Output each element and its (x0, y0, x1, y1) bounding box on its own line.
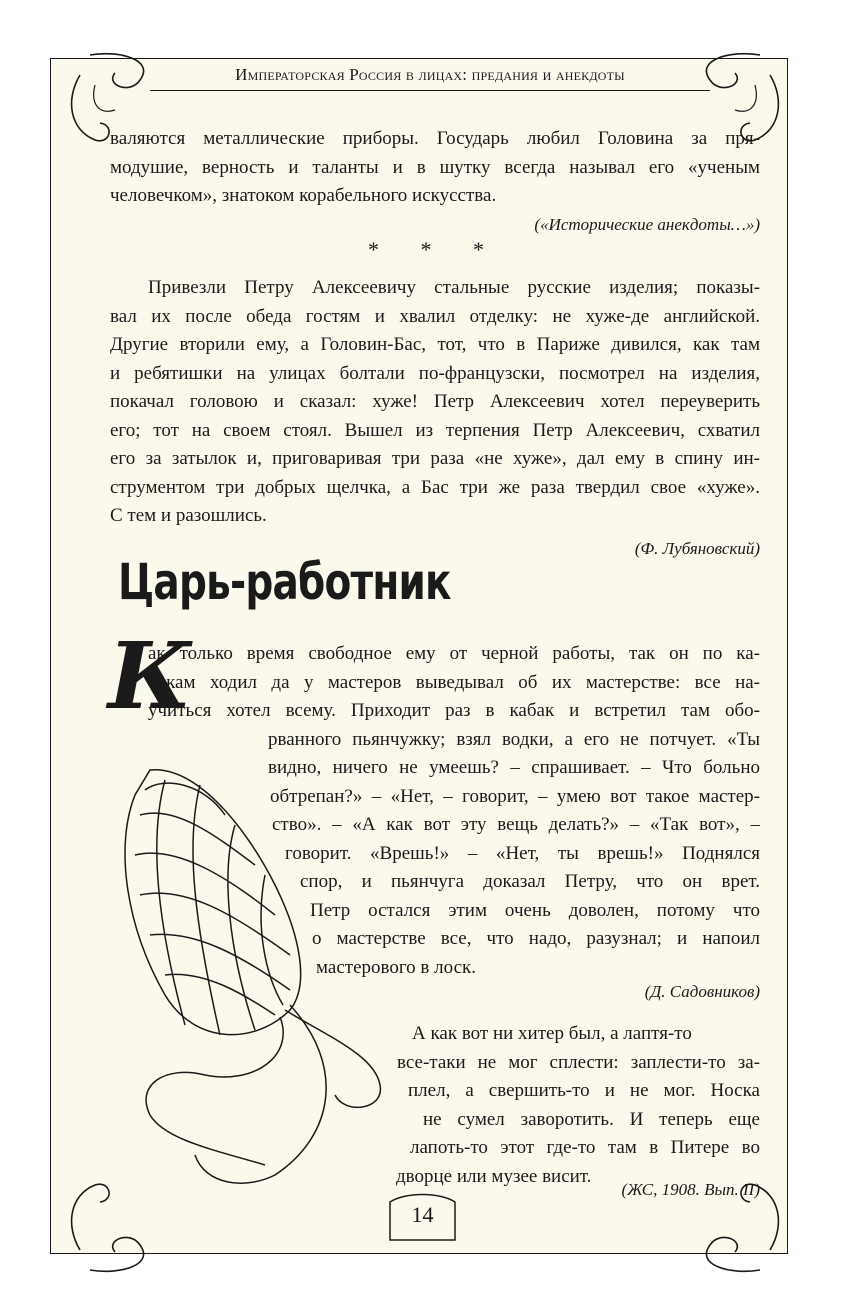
chapter-body-2 (410, 1020, 760, 1049)
text-line: С тем и разошлись. (110, 505, 267, 526)
text-line: покачал головою и сказал: хуже! Петр Алексеевич хотел переуверить (110, 391, 760, 412)
chapter-body-wrap (270, 783, 760, 812)
chapter-body-2 (397, 1049, 760, 1078)
chapter-body-wrap (285, 840, 760, 869)
chapter-body-wrap (312, 925, 760, 954)
text-line: спор, и пьянчуга доказал Петру, что он врет. (300, 871, 760, 892)
text-line: Другие вторили ему, а Головин-Бас, тот, что в Париже дивился, как там (110, 334, 760, 355)
chapter-body-wrap (310, 897, 760, 926)
text-line: А как вот ни хитер был, а лаптя-то (412, 1023, 692, 1044)
chapter-body-2 (423, 1106, 760, 1135)
running-header: Императорская Россия в лицах: предания и анекдоты (150, 60, 710, 91)
section-1 (110, 125, 760, 239)
section-separator: * * * (368, 237, 502, 262)
text-line: валяются металлические приборы. Государь любил Головина за пря- (110, 128, 760, 149)
text-line: Петр остался этим очень доволен, потому что (310, 899, 760, 921)
chapter-body (148, 640, 760, 726)
chapter-body-wrap (268, 754, 760, 783)
text-line: рванного пьянчужку; взял водки, а его не потчует. «Ты (268, 728, 760, 750)
text-line: не сумел заворотить. И теперь еще (423, 1108, 760, 1130)
text-line: струментом три добрых щелчка, а Бас три же раза твердил свое «хуже». (110, 476, 760, 498)
text-line: все-таки не мог сплести: заплести-то за- (397, 1051, 760, 1073)
text-line: ак только время свободное ему от черной работы, так он по ка- (148, 643, 760, 664)
text-line: его за затылок и, приговаривая три раза «не хуже», дал ему в спину ин- (110, 448, 760, 469)
text-line: дворце или музее висит. (396, 1165, 592, 1187)
text-line: говорит. «Врешь!» – «Нет, ты врешь!» Поднялся (285, 842, 760, 864)
text-line: бакам ходил да у мастеров выведывал об их мастерстве: все на- (148, 671, 760, 693)
section-2 (110, 274, 760, 563)
chapter-body-2 (410, 1134, 760, 1163)
text-line: модушие, верность и таланты и в шутку всегда называл его «ученым (110, 156, 760, 178)
chapter-title: Царь-работник (118, 553, 451, 611)
text-line: учиться хотел всему. Приходит раз в кабак и встретил там обо- (148, 700, 760, 721)
source-citation: (ЖС, 1908. Вып. II) (621, 1180, 760, 1199)
text-line: о мастерстве все, что надо, разузнал; и напоил (312, 928, 760, 949)
text-line: плел, а свершить-то и не мог. Носка (408, 1080, 760, 1101)
chapter-body-wrap (300, 868, 760, 897)
page-number: 14 (411, 1202, 434, 1227)
text-line: видно, ничего не умеешь? – спрашивает. – Что больно (268, 757, 760, 778)
text-line: лапоть-то этот где-то там в Питере во (410, 1137, 760, 1158)
text-line: мастерового в лоск. (316, 956, 476, 978)
chapter-body-wrap (272, 811, 760, 840)
chapter-body-2 (408, 1077, 760, 1106)
text-line: обтрепан?» – «Нет, – говорит, – умею вот такое мастер- (270, 785, 760, 807)
drop-cap: К (108, 622, 192, 730)
text-line: Привезли Петру Алексеевичу стальные русские изделия; показы- (148, 277, 760, 298)
source-citation: (Ф. Лубяновский) (634, 538, 760, 558)
text-line: вал их после обеда гостям и хвалил отделку: не хуже-де английской. (110, 305, 760, 327)
text-line: и ребятишки на улицах болтали по-французски, посмотрел на изделия, (110, 362, 760, 384)
source-citation: (Д. Садовников) (644, 982, 760, 1001)
text-line: его; тот на своем стоял. Вышел из терпения Петр Алексеевич, схватил (110, 419, 760, 441)
chapter-body-wrap (268, 726, 760, 755)
source-citation: («Исторические анекдоты…») (534, 214, 760, 234)
text-line: человечком», знатоком корабельного искусства. (110, 185, 497, 206)
text-line: ство». – «А как вот эту вещь делать?» – «Так вот», – (272, 814, 760, 835)
